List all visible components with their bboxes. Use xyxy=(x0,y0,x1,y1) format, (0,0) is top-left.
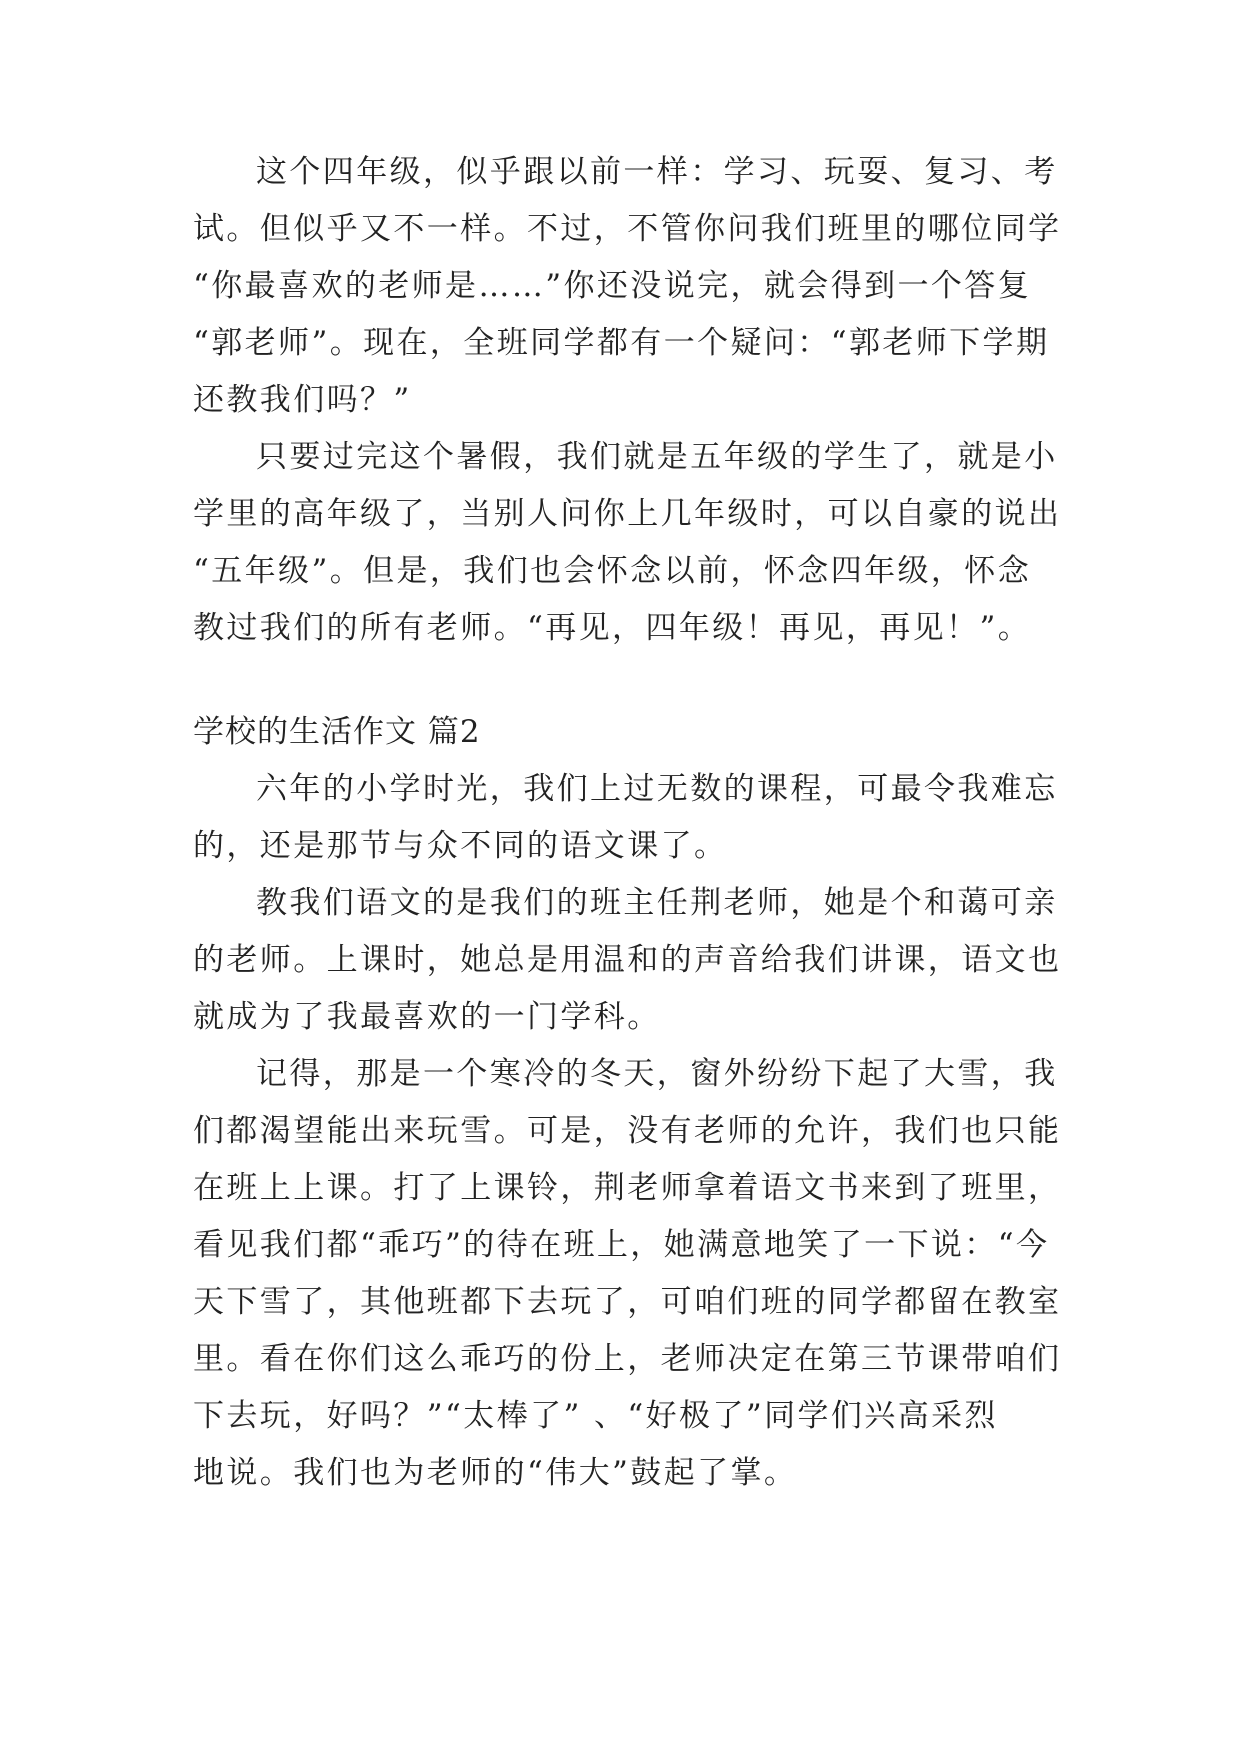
paragraph-line: 的，还是那节与众不同的语文课了。 xyxy=(193,828,728,864)
paragraph-line: 的老师。上课时，她总是用温和的声音给我们讲课，语文也 xyxy=(193,942,1062,978)
section-heading: 学校的生活作文 篇2 xyxy=(193,714,481,750)
paragraph-line: 里。看在你们这么乖巧的份上，老师决定在第三节课带咱们 xyxy=(193,1341,1062,1377)
paragraph-line: 这个四年级，似乎跟以前一样：学习、玩耍、复习、考 xyxy=(256,154,1058,190)
paragraph-line: “郭老师”。现在，全班同学都有一个疑问：“郭老师下学期 xyxy=(193,325,1050,361)
paragraph-line: 学里的高年级了，当别人问你上几年级时，可以自豪的说出 xyxy=(193,496,1062,532)
paragraph-line: 还教我们吗？” xyxy=(193,382,412,418)
paragraph-line: 记得，那是一个寒冷的冬天，窗外纷纷下起了大雪，我 xyxy=(256,1056,1058,1092)
paragraph-line: 就成为了我最喜欢的一门学科。 xyxy=(193,999,661,1035)
paragraph-line: 在班上上课。打了上课铃，荆老师拿着语文书来到了班里， xyxy=(193,1170,1062,1206)
paragraph-line: 地说。我们也为老师的“伟大”鼓起了掌。 xyxy=(193,1455,798,1491)
paragraph-line: 教我们语文的是我们的班主任荆老师，她是个和蔼可亲 xyxy=(256,885,1058,921)
paragraph-line: “你最喜欢的老师是……”你还没说完，就会得到一个答复 xyxy=(193,268,1032,304)
paragraph-line: 们都渴望能出来玩雪。可是，没有老师的允许，我们也只能 xyxy=(193,1113,1062,1149)
paragraph-line: “五年级”。但是，我们也会怀念以前，怀念四年级，怀念 xyxy=(193,553,1032,589)
paragraph-line: 六年的小学时光，我们上过无数的课程，可最令我难忘 xyxy=(256,771,1058,807)
paragraph-line: 教过我们的所有老师。“再见，四年级！再见，再见！”。 xyxy=(193,610,1032,646)
paragraph-line: 天下雪了，其他班都下去玩了，可咱们班的同学都留在教室 xyxy=(193,1284,1062,1320)
paragraph-line: 只要过完这个暑假，我们就是五年级的学生了，就是小 xyxy=(256,439,1058,475)
paragraph-line: 试。但似乎又不一样。不过，不管你问我们班里的哪位同学 xyxy=(193,211,1062,247)
paragraph-line: 看见我们都“乖巧”的待在班上，她满意地笑了一下说：“今 xyxy=(193,1227,1050,1263)
paragraph-line: 下去玩，好吗？”“太棒了” 、“好极了”同学们兴高采烈 xyxy=(193,1398,998,1434)
